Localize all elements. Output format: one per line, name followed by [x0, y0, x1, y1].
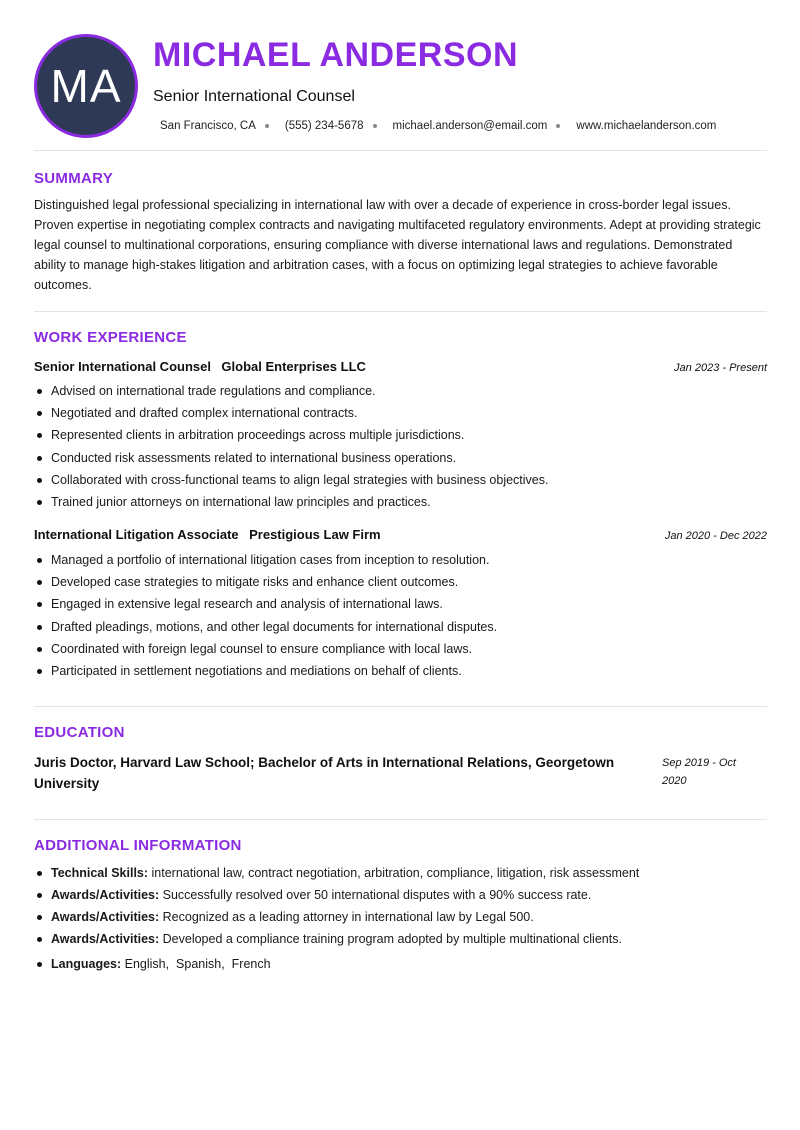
- education-dates: Sep 2019 - Oct 2020: [662, 757, 736, 787]
- list-item: Developed case strategies to mitigate risks and enhance client outcomes.: [34, 571, 767, 593]
- list-item: [34, 953, 767, 975]
- list-item: [34, 906, 767, 928]
- summary-heading: SUMMARY: [34, 170, 114, 187]
- list-item: [34, 928, 767, 950]
- candidate-title: Senior International Counsel: [153, 88, 355, 105]
- job-header: [34, 526, 767, 544]
- job-bullets: [34, 380, 767, 513]
- list-item: Advised on international trade regulations and compliance.: [34, 380, 767, 402]
- separator-dot: [373, 124, 377, 128]
- job-company: Global Enterprises LLC: [221, 359, 366, 374]
- divider: [34, 819, 767, 820]
- list-item: Managed a portfolio of international litigation cases from inception to resolution.: [34, 549, 767, 571]
- contact-email[interactable]: michael.anderson@email.com: [392, 120, 548, 132]
- list-item: Represented clients in arbitration proceedings across multiple jurisdictions.: [34, 424, 767, 446]
- job-role: International Litigation Associate: [34, 527, 239, 542]
- additional-info-list: [34, 862, 767, 975]
- divider: [34, 150, 767, 151]
- additional-info-heading: ADDITIONAL INFORMATION: [34, 837, 242, 854]
- list-item: Conducted risk assessments related to international business operations.: [34, 447, 767, 469]
- info-label: Awards/Activities:: [51, 910, 160, 924]
- divider: [34, 311, 767, 312]
- info-value: international law, contract negotiation, arbitration, compliance, litigation, risk assessment: [151, 866, 640, 880]
- separator-dot: [265, 124, 269, 128]
- list-item: Negotiated and drafted complex international contracts.: [34, 402, 767, 424]
- info-label: Awards/Activities:: [51, 888, 160, 902]
- avatar: MA: [34, 34, 138, 138]
- divider: [34, 706, 767, 707]
- job-dates: Jan 2023 - Present: [674, 362, 767, 374]
- contact-phone: (555) 234-5678: [284, 120, 364, 132]
- separator-dot: [556, 124, 560, 128]
- contact-line: [160, 120, 716, 132]
- contact-location: San Francisco, CA: [160, 120, 256, 132]
- info-value: Successfully resolved over 50 international disputes with a 90% success rate.: [162, 888, 592, 902]
- list-item: Trained junior attorneys on international law principles and practices.: [34, 491, 767, 513]
- list-item: Participated in settlement negotiations and mediations on behalf of clients.: [34, 660, 767, 682]
- candidate-name: MICHAEL ANDERSON: [153, 36, 519, 74]
- work-experience-heading: WORK EXPERIENCE: [34, 329, 187, 346]
- list-item: Engaged in extensive legal research and analysis of international laws.: [34, 593, 767, 615]
- info-value: Recognized as a leading attorney in international law by Legal 500.: [162, 910, 534, 924]
- job-role: Senior International Counsel: [34, 359, 211, 374]
- contact-website[interactable]: www.michaelanderson.com: [576, 120, 717, 132]
- education-heading: EDUCATION: [34, 724, 125, 741]
- list-item: [34, 884, 767, 906]
- list-item: Drafted pleadings, motions, and other legal documents for international disputes.: [34, 616, 767, 638]
- list-item: Collaborated with cross-functional teams to align legal strategies with business objectives.: [34, 469, 767, 491]
- job-company: Prestigious Law Firm: [249, 527, 381, 542]
- list-item: [34, 862, 767, 884]
- job-header: [34, 358, 767, 376]
- info-label: Awards/Activities:: [51, 932, 160, 946]
- job-dates: Jan 2020 - Dec 2022: [664, 530, 767, 542]
- info-label: Languages:: [51, 957, 122, 971]
- info-value: Developed a compliance training program adopted by multiple multinational clients.: [162, 932, 622, 946]
- summary-text: Distinguished legal professional specializing in international law with over a decade of experience in cross-border legal issues. Proven expertise in negotiating complex contracts and navigating multifaceted regulatory environments. Adept at providing strategic legal counsel to multinational corporations, ensuring compliance with diverse international laws and regulations. Demonstrated ability to manage high-stakes litigation and arbitration cases, with a focus on optimizing legal strategies to achieve favorable outcomes.: [34, 198, 761, 292]
- info-label: Technical Skills:: [51, 866, 149, 880]
- education-degree: Juris Doctor, Harvard Law School; Bachelor of Arts in International Relations, Georgetown University: [34, 755, 615, 791]
- job-bullets: [34, 549, 767, 682]
- list-item: Coordinated with foreign legal counsel to ensure compliance with local laws.: [34, 638, 767, 660]
- info-value: English, Spanish, French: [124, 957, 271, 971]
